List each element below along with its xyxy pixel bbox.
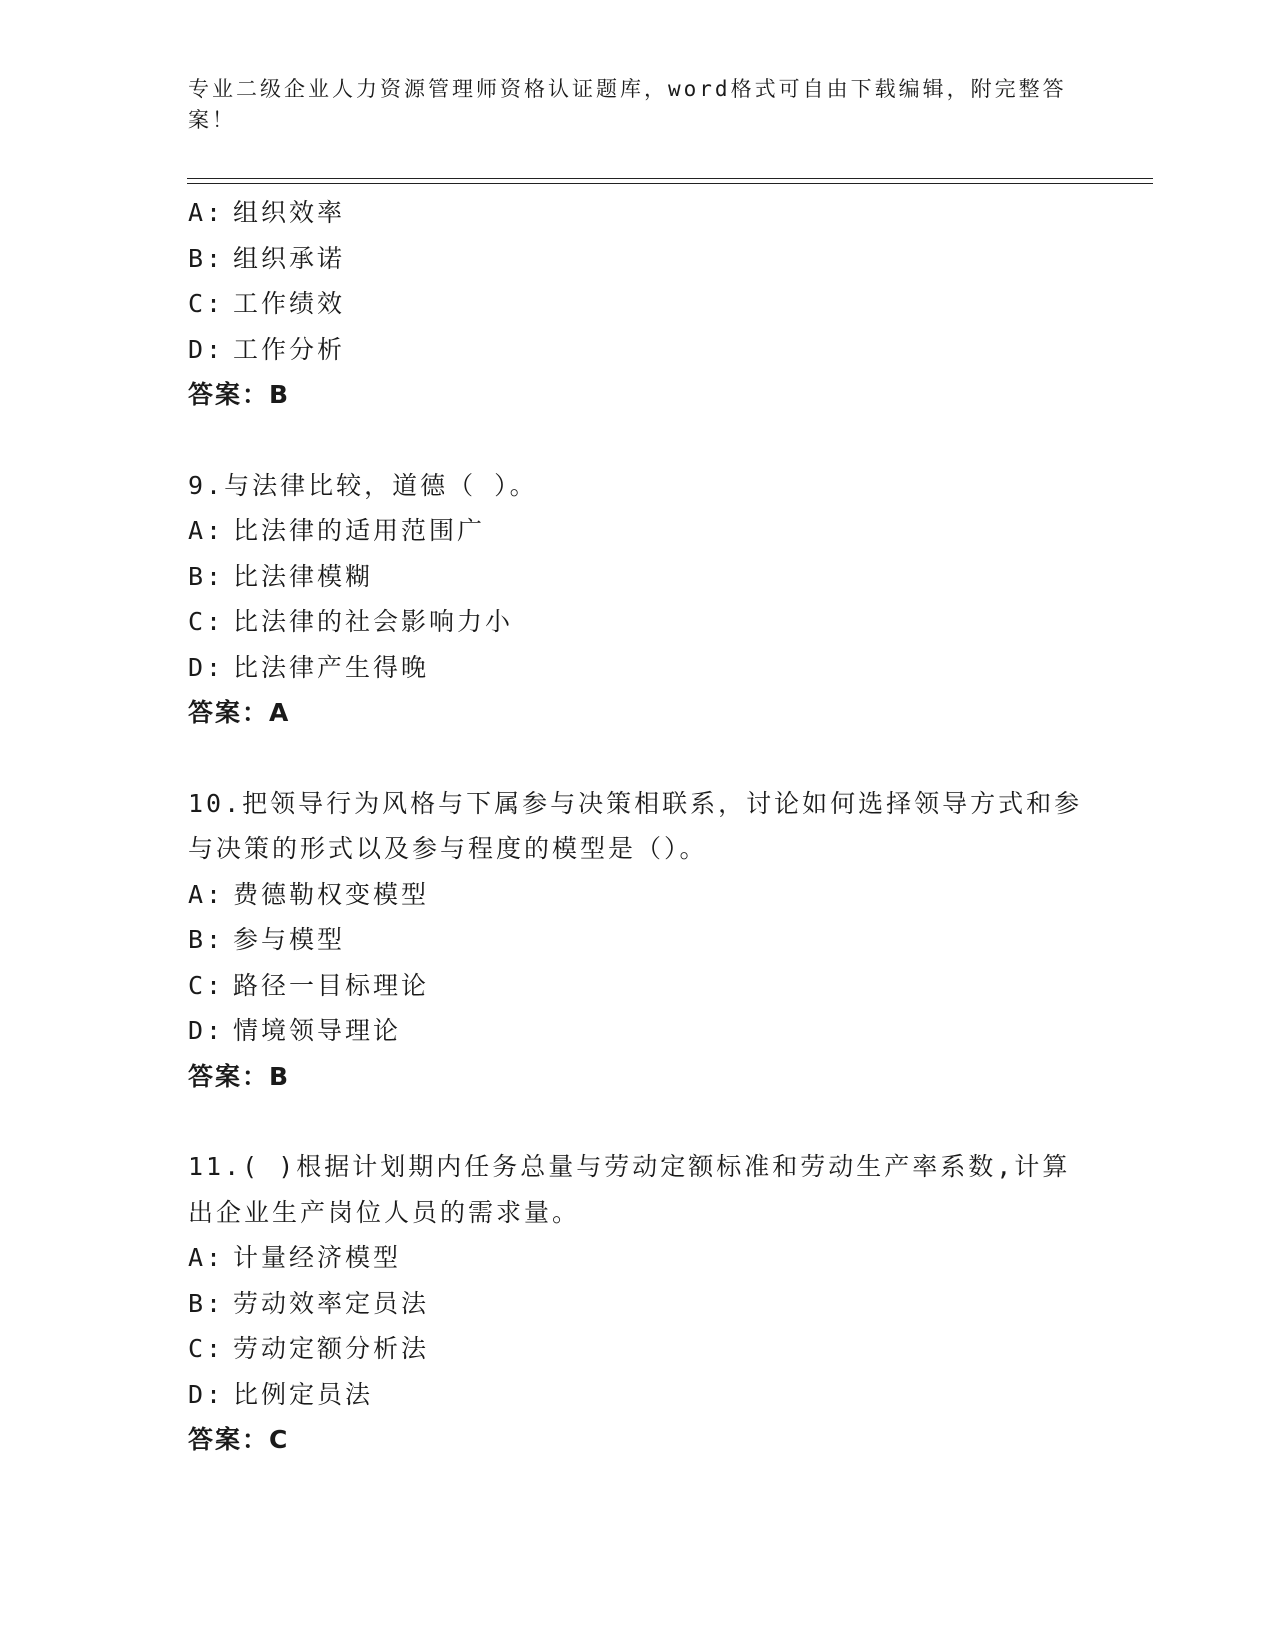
option-b <box>188 236 1088 282</box>
option-letter: C: <box>188 970 225 1000</box>
option-d <box>188 645 1088 691</box>
block-spacer <box>188 418 1088 463</box>
option-letter: B: <box>188 925 225 954</box>
question-text: 11.( )根据计划期内任务总量与劳动定额标准和劳动生产率系数,计算出企业生产岗位人员的需求量。 <box>188 1152 1071 1227</box>
option-text: 比法律的适用范围广 <box>233 516 486 545</box>
option-text: 组织承诺 <box>233 243 346 273</box>
question-block <box>188 781 1088 1100</box>
question-block <box>188 463 1088 736</box>
option-c <box>188 963 1088 1009</box>
option-letter: C: <box>188 1334 225 1363</box>
option-text: 计量经济模型 <box>233 1243 402 1272</box>
option-text: 劳动定额分析法 <box>233 1334 430 1363</box>
option-letter: B: <box>188 561 225 591</box>
answer-line: 答案：B <box>188 380 291 409</box>
option-text: 费德勒权变模型 <box>233 879 430 909</box>
option-letter: C: <box>188 607 225 636</box>
option-text: 情境领导理论 <box>233 1016 402 1045</box>
option-text: 工作绩效 <box>233 289 346 318</box>
option-a <box>188 190 1088 236</box>
option-letter: D: <box>188 1379 225 1409</box>
option-text: 比法律产生得晚 <box>233 652 430 682</box>
option-text: 劳动效率定员法 <box>233 1288 430 1318</box>
question-block <box>188 1144 1088 1463</box>
option-letter: B: <box>188 243 225 273</box>
option-letter: A: <box>188 516 225 545</box>
option-letter: A: <box>188 879 225 909</box>
option-b <box>188 917 1088 963</box>
option-b <box>188 1281 1088 1327</box>
option-letter: D: <box>188 1016 225 1045</box>
block-spacer <box>188 736 1088 781</box>
question-text: 10.把领导行为风格与下属参与决策相联系，讨论如何选择领导方式和参与决策的形式以及参与程度的模型是（）。 <box>188 788 1083 863</box>
question-list <box>188 190 1088 1463</box>
block-spacer <box>188 1099 1088 1144</box>
option-text: 组织效率 <box>233 198 346 227</box>
option-b <box>188 554 1088 600</box>
answer-line: 答案：C <box>188 1425 290 1454</box>
option-letter: D: <box>188 334 225 364</box>
question-block <box>188 190 1088 418</box>
option-text: 比法律模糊 <box>233 561 374 591</box>
document-header: 专业二级企业人力资源管理师资格认证题库，word格式可自由下载编辑，附完整答案！ <box>188 77 1067 132</box>
question-text: 9.与法律比较，道德（ ）。 <box>188 470 538 500</box>
header-divider-top <box>187 178 1153 179</box>
answer-line: 答案：B <box>188 1061 291 1091</box>
answer-line: 答案：A <box>188 698 291 727</box>
option-d <box>188 1372 1088 1418</box>
option-letter: A: <box>188 1243 225 1272</box>
option-a <box>188 1235 1088 1281</box>
option-c <box>188 281 1088 327</box>
option-text: 参与模型 <box>233 925 346 954</box>
option-a <box>188 508 1088 554</box>
option-letter: D: <box>188 652 225 682</box>
option-letter: B: <box>188 1288 225 1318</box>
option-letter: C: <box>188 289 225 318</box>
option-c <box>188 599 1088 645</box>
option-text: 工作分析 <box>233 334 346 364</box>
option-d <box>188 1008 1088 1054</box>
option-text: 比法律的社会影响力小 <box>233 607 514 636</box>
option-text: 路径一目标理论 <box>233 970 430 1000</box>
option-c <box>188 1326 1088 1372</box>
option-text: 比例定员法 <box>233 1379 374 1409</box>
header-divider-bottom <box>187 183 1153 184</box>
option-a <box>188 872 1088 918</box>
option-letter: A: <box>188 198 225 227</box>
option-d <box>188 327 1088 373</box>
